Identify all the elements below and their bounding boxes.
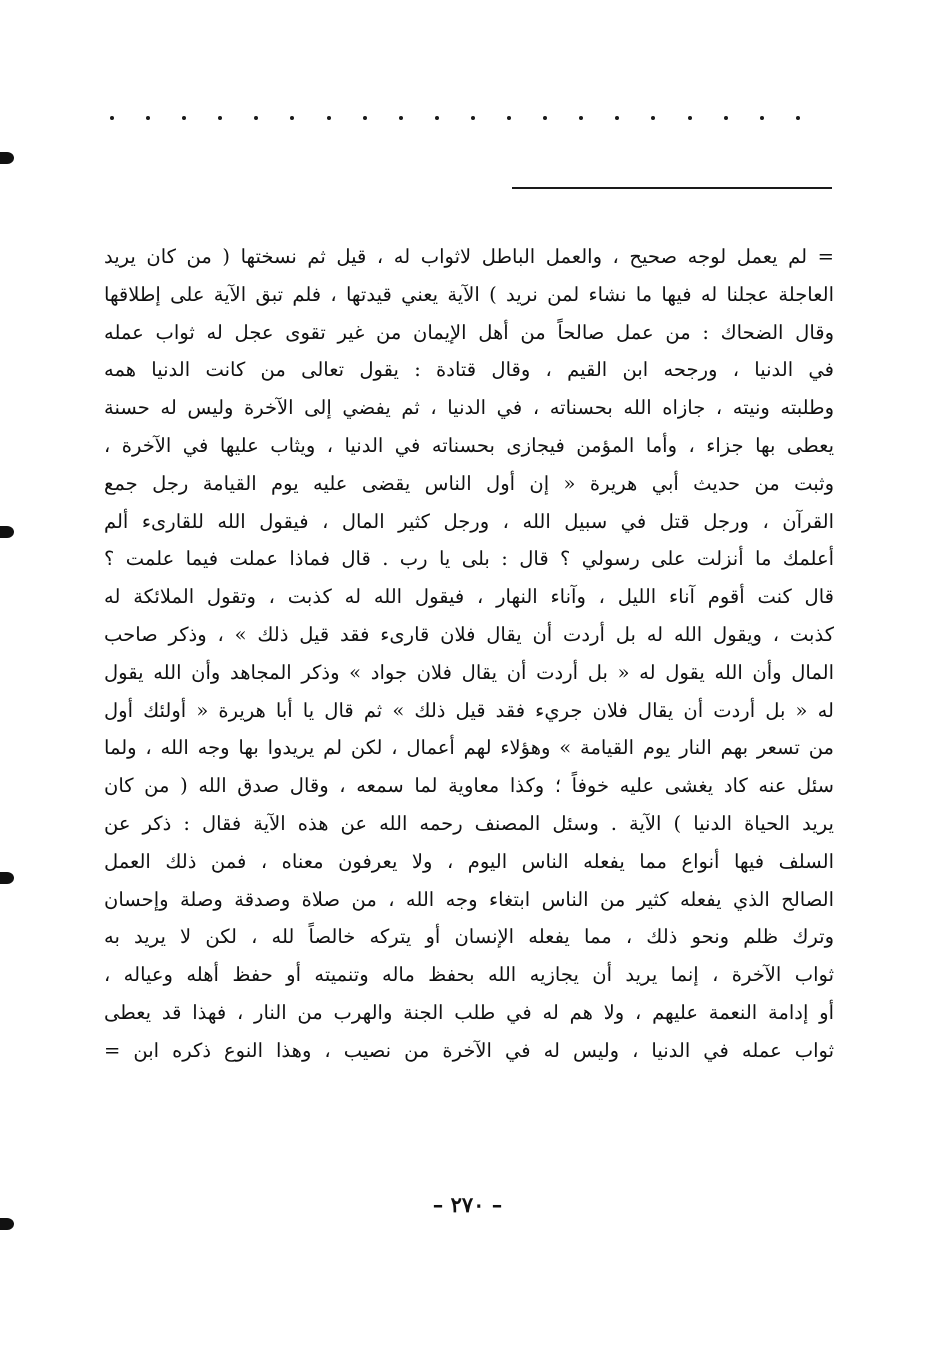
- text-line: السلف فيها أنواع مما يفعله الناس اليوم ، ولا يعرفون معناه ، فمن ذلك العمل: [104, 849, 834, 873]
- text-line: كذبت ، ويقول الله له بل أردت أن يقال فلان قارىء فقد قيل ذلك » ، وذكر صاحب: [104, 622, 834, 646]
- dot: [363, 116, 367, 120]
- dot: [796, 116, 800, 120]
- text-line: من تسعر بهم النار يوم القيامة » وهؤلاء لهم أعمال ، لكن لم يريدوا بها وجه الله ، ولما: [104, 736, 834, 760]
- scan-edge-mark: [0, 872, 14, 884]
- dot: [290, 116, 294, 120]
- scan-edge-mark: [0, 152, 14, 164]
- footnote-text-block: [104, 238, 834, 1070]
- text-line: وثبت من حديث أبي هريرة « إن أول الناس يقضى عليه يوم القيامة رجل جمع: [104, 471, 834, 495]
- text-line: سئل عنه كاد يغشى عليه خوفاً ؛ وكذا معاوية لما سمعه ، وقال صدق الله ( من كان: [104, 774, 834, 798]
- dot: [688, 116, 692, 120]
- footnote-separator-rule: [512, 187, 832, 189]
- dot: [543, 116, 547, 120]
- dot: [146, 116, 150, 120]
- dot: [615, 116, 619, 120]
- text-line: القرآن ، ورجل قتل في سبيل الله ، ورجل كثير المال ، فيقول الله للقارىء ألم: [104, 509, 834, 533]
- text-line: = لم يعمل لوجه صحيح ، والعمل الباطل لاثواب له ، قيل ثم نسختها ( من كان يريد: [104, 245, 834, 268]
- scan-edge-mark: [0, 526, 14, 538]
- text-line: وطلبته ونيته ، جازاه الله بحسناته ، في الدنيا ، ثم يفضي إلى الآخرة وليس له حسنة: [104, 396, 834, 420]
- text-line: ثواب عمله في الدنيا ، وليس له في الآخرة من نصيب ، وهذا النوع ذكره ابن =: [104, 1038, 834, 1062]
- dot: [182, 116, 186, 120]
- dot: [254, 116, 258, 120]
- text-line: العاجلة عجلنا له فيها ما نشاء لمن نريد ) الآية يعني قيدتها ، فلم تبق الآية على إطلاقها: [104, 282, 834, 306]
- ornamental-dot-row: [110, 116, 800, 120]
- scan-edge-mark: [0, 1218, 14, 1230]
- text-line: قال كنت أقوم آناء الليل ، وآناء النهار ، فيقول الله له كذبت ، وتقول الملائكة له: [104, 585, 834, 609]
- text-line: أو إدامة النعمة عليهم ، ولا هم له في طلب الجنة والهرب من النار ، فهذا قد يعطى: [104, 1000, 834, 1024]
- page-number: – ٢٧٠ –: [432, 1192, 503, 1217]
- text-line: المال وأن الله يقول له « بل أردت أن يقال فلان جواد » وذكر المجاهد وأن الله يقول: [104, 660, 834, 684]
- text-line: ثواب الآخرة ، إنما يريد أن يجازيه الله بحفظ ماله وتنميته أو حفظ أهله وعياله ،: [104, 963, 834, 987]
- text-line: وترك ظلم ونحو ذلك ، مما يفعله الإنسان أو يتركه خالصاً لله ، لكن لا يريد به: [104, 925, 834, 949]
- dot: [651, 116, 655, 120]
- text-line: يعطى بها جزاء ، وأما المؤمن فيجازى بحسناته في الدنيا ، ويثاب عليها في الآخرة ،: [104, 433, 834, 457]
- text-line: له « بل أردت أن يقال فلان جريء فقد قيل ذلك » ثم قال يا أبا هريرة « أولئك أول: [104, 698, 834, 722]
- dot: [435, 116, 439, 120]
- dot: [218, 116, 222, 120]
- dot: [471, 116, 475, 120]
- dot: [110, 116, 114, 120]
- dot: [399, 116, 403, 120]
- dot: [579, 116, 583, 120]
- dot: [760, 116, 764, 120]
- dot: [507, 116, 511, 120]
- text-line: الصالح الذي يفعله كثير من الناس ابتغاء وجه الله ، من صلاة وصدقة وصلة وإحسان: [104, 887, 834, 911]
- text-line: في الدنيا ، ورجحه ابن القيم ، وقال قتادة : يقول تعالى من كانت الدنيا همه: [104, 358, 834, 382]
- dot: [327, 116, 331, 120]
- text-line: يريد الحياة الدنيا ) الآية . وسئل المصنف رحمه الله عن هذه الآية فقال : ذكر عن: [104, 811, 834, 835]
- text-line: أعلمك ما أنزلت على رسولي ؟ قال : بلى يا رب . قال فماذا عملت فيما علمت ؟: [104, 547, 834, 571]
- dot: [724, 116, 728, 120]
- text-line: وقال الضحاك : من عمل صالحاً من أهل الإيمان من غير تقوى عجل له ثواب عمله: [104, 320, 834, 344]
